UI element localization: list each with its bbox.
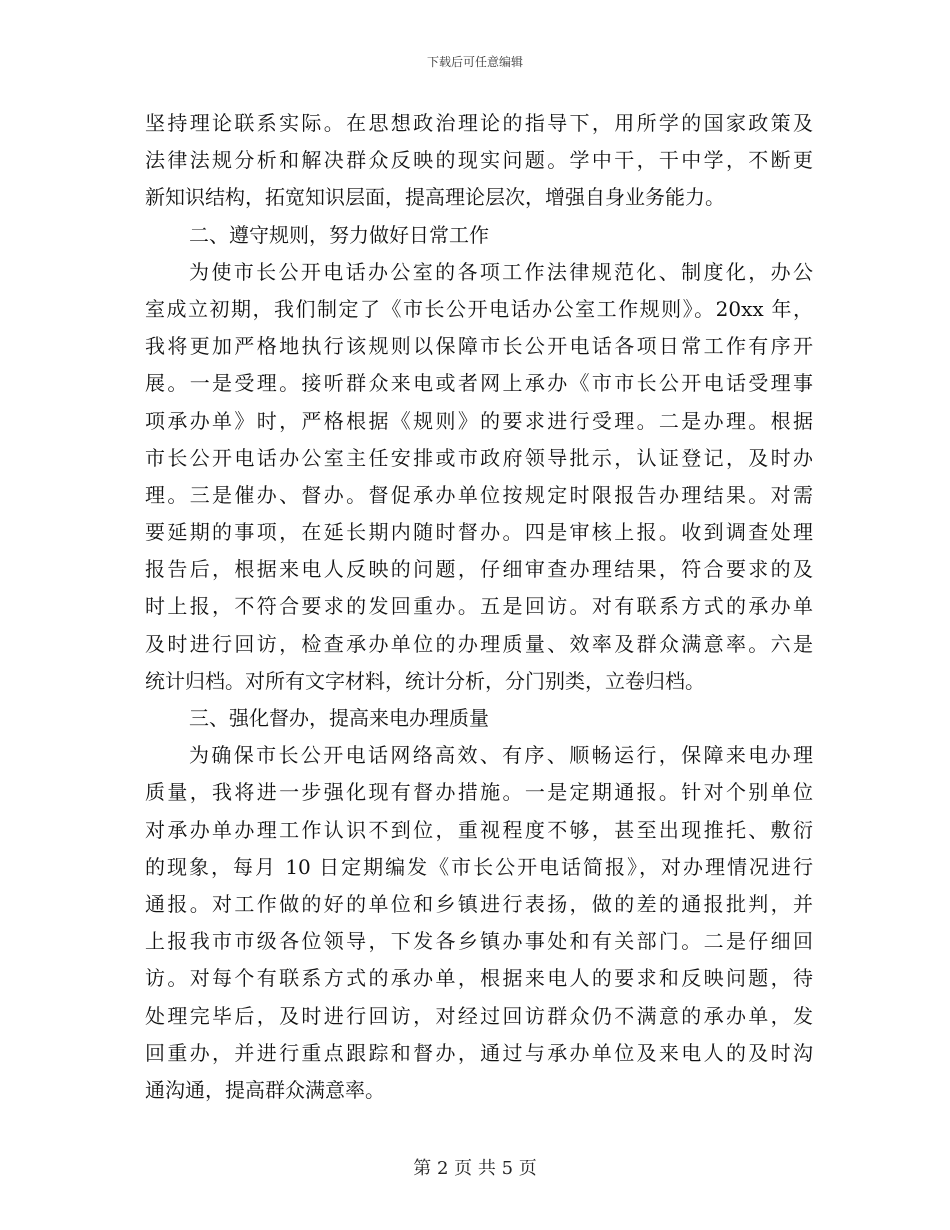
text-line: 为使市长公开电话办公室的各项工作法律规范化、制度化，办公 xyxy=(189,259,813,284)
text-line: 统计归档。对所有文字材料，统计分析，分门别类，立卷归档。 xyxy=(145,668,705,693)
text-line: 理。三是催办、督办。督促承办单位按规定时限报告办理结果。对需 xyxy=(145,482,813,507)
text-line: 回重办，并进行重点跟踪和督办，通过与承办单位及来电人的及时沟 xyxy=(145,1040,813,1065)
section-heading: 三、强化督办，提高来电办理质量 xyxy=(189,706,489,730)
text-line: 通沟通，提高群众满意率。 xyxy=(145,1077,385,1102)
section-heading: 二、遵守规则，努力做好日常工作 xyxy=(189,222,489,247)
text-line: 坚持理论联系实际。在思想政治理论的指导下，用所学的国家政策及 xyxy=(145,111,813,135)
text-line: 项承办单》时，严格根据《规则》的要求进行受理。二是办理。根据 xyxy=(145,408,813,433)
document-body xyxy=(145,105,813,1109)
text-line: 法律法规分析和解决群众反映的现实问题。学中干，干中学，不断更 xyxy=(145,148,813,173)
page-footer: 第 2 页 共 5 页 xyxy=(413,1158,537,1179)
text-line: 对承办单办理工作认识不到位，重视程度不够，甚至出现推托、敷衍 xyxy=(145,817,813,842)
text-line: 质量，我将进一步强化现有督办措施。一是定期通报。针对个别单位 xyxy=(145,780,813,805)
text-line: 新知识结构，拓宽知识层面，提高理论层次，增强自身业务能力。 xyxy=(145,185,725,210)
text-line: 及时进行回访，检查承办单位的办理质量、效率及群众满意率。六是 xyxy=(145,631,813,656)
text-line: 室成立初期，我们制定了《市长公开电话办公室工作规则》。20xx 年， xyxy=(145,296,813,321)
text-line: 为确保市长公开电话网络高效、有序、顺畅运行，保障来电办理 xyxy=(189,743,813,768)
text-line: 报告后，根据来电人反映的问题，仔细审查办理结果，符合要求的及 xyxy=(145,557,813,582)
page-header: 下载后可任意编辑 xyxy=(426,55,523,69)
text-line: 通报。对工作做的好的单位和乡镇进行表扬，做的差的通报批判，并 xyxy=(145,891,813,916)
text-line: 的现象，每月 10 日定期编发《市长公开电话简报》，对办理情况进行 xyxy=(145,854,813,879)
text-line: 展。一是受理。接听群众来电或者网上承办《市市长公开电话受理事 xyxy=(145,371,813,396)
text-line: 时上报，不符合要求的发回重办。五是回访。对有联系方式的承办单 xyxy=(145,594,813,619)
text-line: 要延期的事项，在延长期内随时督办。四是审核上报。收到调查处理 xyxy=(145,520,813,545)
text-line: 上报我市市级各位领导，下发各乡镇办事处和有关部门。二是仔细回 xyxy=(145,929,813,954)
text-line: 我将更加严格地执行该规则以保障市长公开电话各项日常工作有序开 xyxy=(145,334,813,359)
text-line: 访。对每个有联系方式的承办单，根据来电人的要求和反映问题，待 xyxy=(145,966,813,991)
text-line: 市长公开电话办公室主任安排或市政府领导批示，认证登记，及时办 xyxy=(145,445,813,470)
text-line: 处理完毕后，及时进行回访，对经过回访群众仍不满意的承办单，发 xyxy=(145,1003,813,1028)
